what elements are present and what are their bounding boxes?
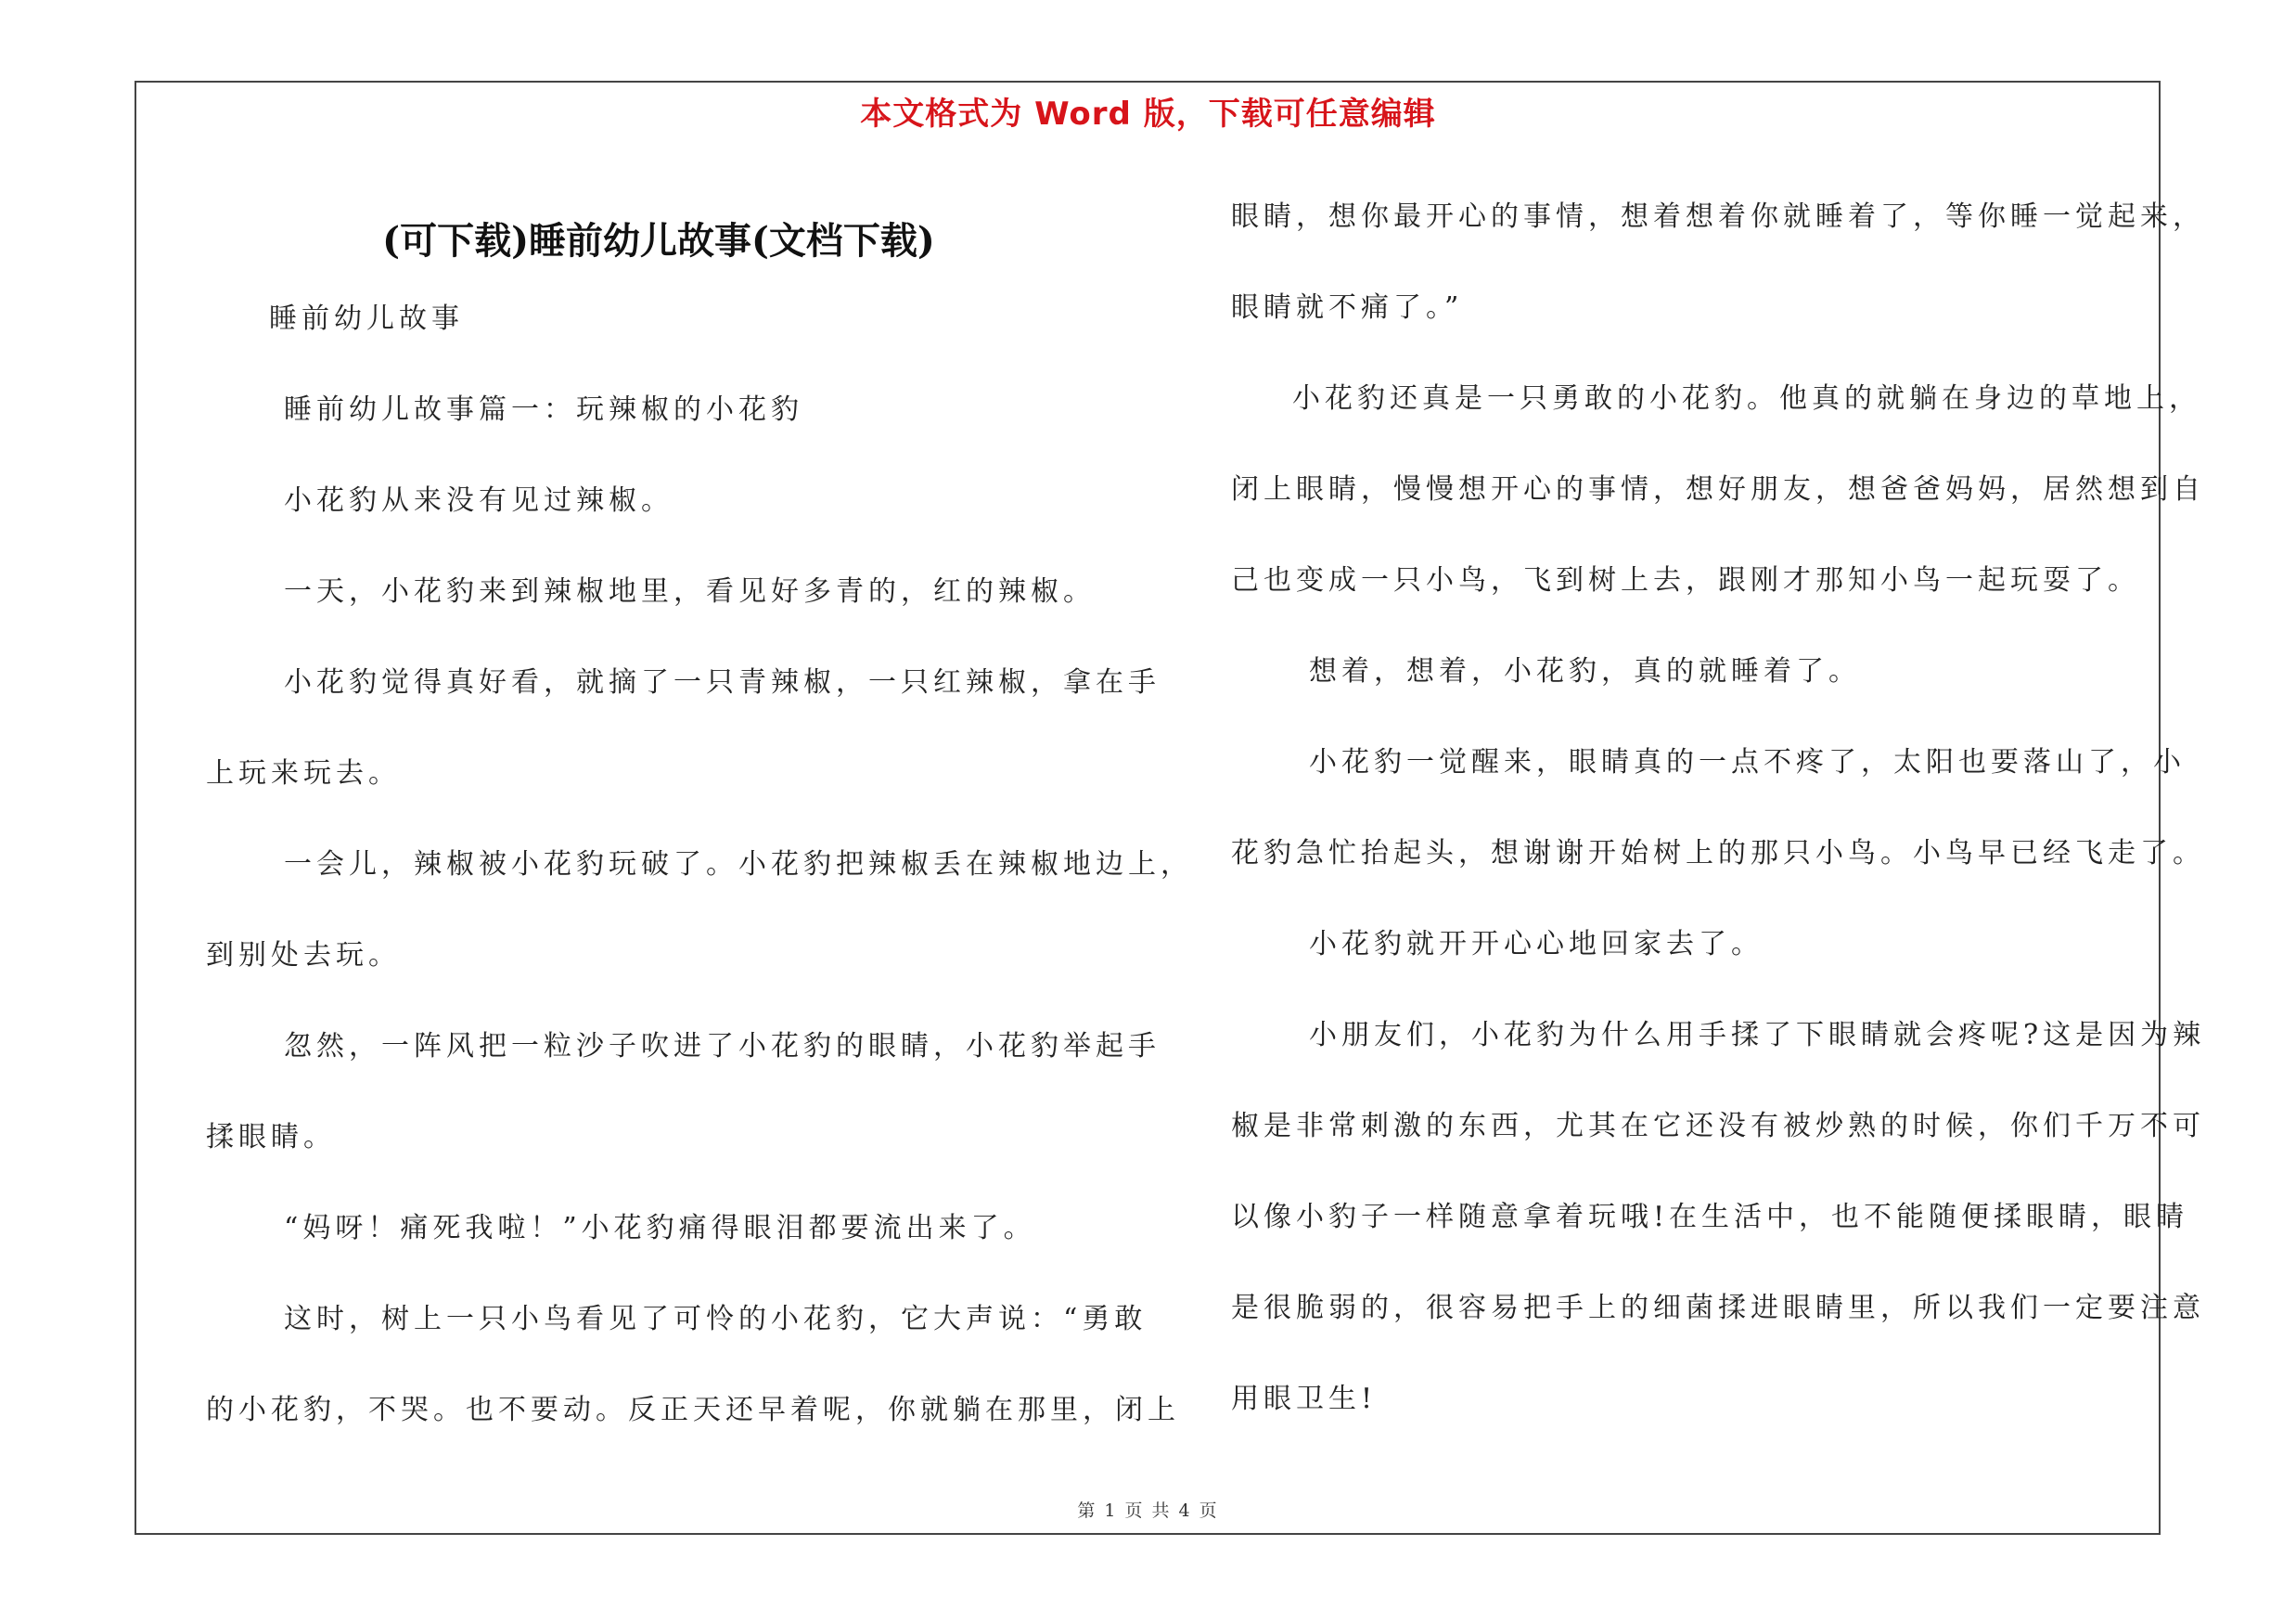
paragraph-line: 小花豹就开开心心地回家去了。 — [1309, 928, 1764, 960]
paragraph-line: “妈呀！痛死我啦！”小花豹痛得眼泪都要流出来了。 — [284, 1212, 1036, 1244]
paragraph-line: 的小花豹，不哭。也不要动。反正天还早着呢，你就躺在那里，闭上 — [206, 1394, 1180, 1426]
paragraph-line: 想着，想着，小花豹，真的就睡着了。 — [1309, 655, 1861, 688]
paragraph-line: 小花豹一觉醒来，眼睛真的一点不疼了，太阳也要落山了，小 — [1309, 746, 2186, 779]
paragraph-line: 上玩来玩去。 — [206, 757, 401, 790]
paragraph-line: 花豹急忙抬起头，想谢谢开始树上的那只小鸟。小鸟早已经飞走了。 — [1231, 837, 2205, 869]
paragraph-line: 小花豹还真是一只勇敢的小花豹。他真的就躺在身边的草地上， — [1292, 382, 2201, 415]
paragraph-line: 一会儿，辣椒被小花豹玩破了。小花豹把辣椒丢在辣椒地边上， — [284, 848, 1193, 881]
paragraph-line: 小花豹觉得真好看，就摘了一只青辣椒，一只红辣椒，拿在手 — [284, 666, 1161, 699]
paragraph-line: 己也变成一只小鸟，飞到树上去，跟刚才那知小鸟一起玩耍了。 — [1231, 564, 2140, 597]
paragraph-line: 小花豹从来没有见过辣椒。 — [284, 484, 673, 517]
word-format-banner: 本文格式为 Word 版，下载可任意编辑 — [860, 96, 1436, 133]
paragraph-line: 这时，树上一只小鸟看见了可怜的小花豹，它大声说：“勇敢 — [284, 1303, 1148, 1335]
document-title: (可下载)睡前幼儿故事(文档下载) — [382, 219, 935, 263]
paragraph-line: 揉眼睛。 — [206, 1121, 336, 1153]
paragraph-line: 眼睛，想你最开心的事情，想着想着你就睡着了，等你睡一觉起来， — [1231, 200, 2205, 233]
paragraph-line: 用眼卫生! — [1231, 1383, 1378, 1415]
paragraph-line: 到别处去玩。 — [206, 939, 401, 972]
paragraph-line: 以像小豹子一样随意拿着玩哦!在生活中，也不能随便揉眼睛，眼睛 — [1231, 1201, 2189, 1233]
paragraph-line: 小朋友们，小花豹为什么用手揉了下眼睛就会疼呢?这是因为辣 — [1309, 1019, 2206, 1051]
paragraph-line: 一天，小花豹来到辣椒地里，看见好多青的，红的辣椒。 — [284, 575, 1096, 608]
paragraph-line: 闭上眼睛，慢慢想开心的事情，想好朋友，想爸爸妈妈，居然想到自 — [1231, 473, 2205, 506]
paragraph-line: 睡前幼儿故事 — [269, 303, 464, 335]
page-number-footer: 第 1 页 共 4 页 — [1077, 1501, 1219, 1521]
paragraph-line: 睡前幼儿故事篇一：玩辣椒的小花豹 — [284, 393, 803, 426]
paragraph-line: 是很脆弱的，很容易把手上的细菌揉进眼睛里，所以我们一定要注意 — [1231, 1292, 2205, 1324]
paragraph-line: 椒是非常刺激的东西，尤其在它还没有被炒熟的时候，你们千万不可 — [1231, 1110, 2205, 1142]
paragraph-line: 忽然，一阵风把一粒沙子吹进了小花豹的眼睛，小花豹举起手 — [284, 1030, 1161, 1063]
paragraph-line: 眼睛就不痛了。” — [1231, 291, 1464, 324]
